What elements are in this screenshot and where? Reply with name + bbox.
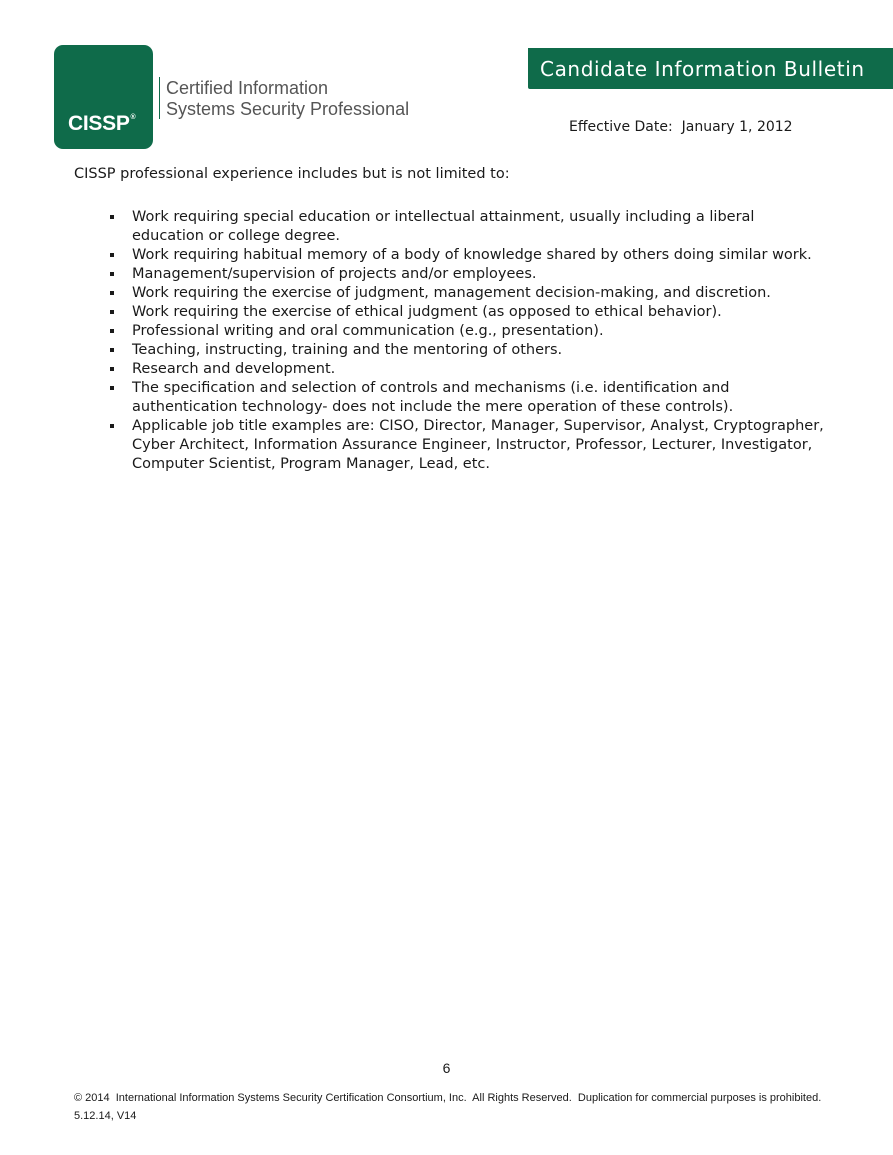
cissp-logo xyxy=(54,45,153,149)
certification-name-line1: Certified Information xyxy=(166,78,329,98)
list-item-text: Applicable job title examples are: CISO, Director, Manager, Supervisor, Analyst, Cryptographer, Cyber Architect, Information Assurance Engineer, Instructor, Professor, Lecturer, Investigator, Computer Scientist, Program Manager, Lead, etc. xyxy=(132,418,824,472)
list-item-text: Management/supervision of projects and/or employees. xyxy=(132,266,537,282)
list-item xyxy=(110,417,830,474)
bullet-square-icon xyxy=(110,215,114,219)
bullet-square-icon xyxy=(110,367,114,371)
page-number: 6 xyxy=(442,1060,451,1076)
list-item-text: The specification and selection of controls and mechanisms (i.e. identification and authentication technology- does not include the mere operation of these controls). xyxy=(132,380,734,415)
list-item-text: Work requiring the exercise of judgment, management decision-making, and discretion. xyxy=(132,285,771,301)
bullet-square-icon xyxy=(110,253,114,257)
bullet-square-icon xyxy=(110,310,114,314)
experience-list xyxy=(110,208,830,474)
logo-wordmark: CISSP® xyxy=(68,112,136,135)
list-item xyxy=(110,284,830,303)
bullet-square-icon xyxy=(110,291,114,295)
certification-name xyxy=(166,78,409,120)
list-item xyxy=(110,303,830,322)
list-item xyxy=(110,265,830,284)
list-item xyxy=(110,341,830,360)
list-item xyxy=(110,208,830,246)
list-item xyxy=(110,322,830,341)
list-item-text: Work requiring habitual memory of a body of knowledge shared by others doing similar work. xyxy=(132,247,812,263)
list-item-text: Work requiring the exercise of ethical judgment (as opposed to ethical behavior). xyxy=(132,304,722,320)
list-item-text: Teaching, instructing, training and the mentoring of others. xyxy=(132,342,563,358)
logo-divider xyxy=(159,77,160,119)
bullet-square-icon xyxy=(110,386,114,390)
bullet-square-icon xyxy=(110,329,114,333)
list-item-text: Research and development. xyxy=(132,361,336,377)
bullet-square-icon xyxy=(110,272,114,276)
header-bar xyxy=(528,48,893,89)
certification-name-line2: Systems Security Professional xyxy=(166,99,410,119)
copyright-footer: © 2014 International Information Systems Security Certification Consortium, Inc. All Rights Reserved. Duplication for commercial purposes is prohibited. 5.12.14, V14 xyxy=(74,1092,828,1122)
bullet-square-icon xyxy=(110,348,114,352)
list-item xyxy=(110,246,830,265)
list-item-text: Professional writing and oral communication (e.g., presentation). xyxy=(132,323,604,339)
list-item xyxy=(110,379,830,417)
list-item xyxy=(110,360,830,379)
list-item-text: Work requiring special education or intellectual attainment, usually including a liberal education or college degree. xyxy=(132,209,755,244)
registered-mark: ® xyxy=(130,114,136,121)
document-title: Candidate Information Bulletin xyxy=(540,57,865,81)
bullet-square-icon xyxy=(110,424,114,428)
effective-date: Effective Date: January 1, 2012 xyxy=(569,119,793,135)
intro-text: CISSP professional experience includes but is not limited to: xyxy=(74,166,510,182)
